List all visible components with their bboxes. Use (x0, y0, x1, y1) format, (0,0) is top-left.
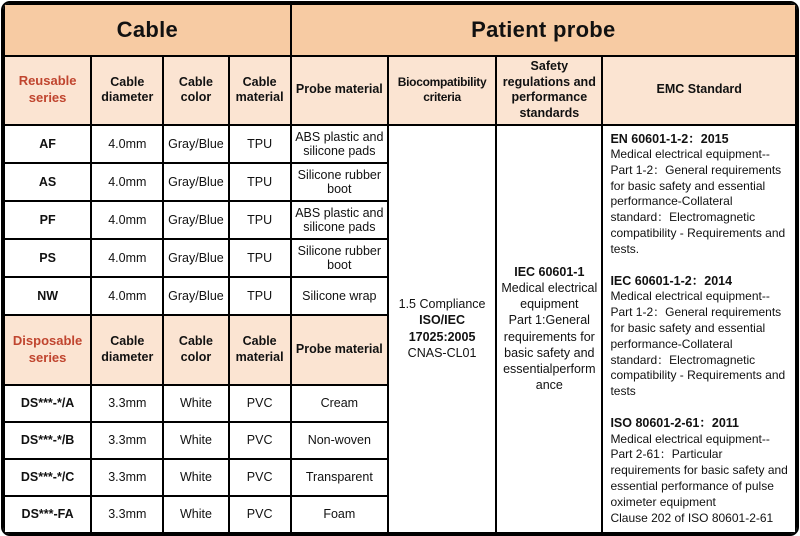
biocompatibility-cell (388, 125, 496, 533)
cell-probe-material: Silicone rubber boot (291, 163, 388, 201)
cell-material: TPU (229, 163, 291, 201)
cell-series: DS***-FA (4, 496, 91, 533)
col-header-biocompatibility: Biocompatibility criteria (388, 56, 496, 125)
biocompat-line-1: 1.5 Compliance (398, 297, 486, 311)
cell-series: AS (4, 163, 91, 201)
table-row-af (4, 125, 796, 163)
biocompat-line-3: 17025:2005 (408, 329, 476, 344)
cable-group-header: Cable (4, 4, 291, 56)
safety-line-1: Medical electrical equipment (501, 280, 598, 311)
cell-series: PF (4, 201, 91, 239)
cell-probe-material: Foam (291, 496, 388, 533)
cell-diameter: 4.0mm (91, 239, 163, 277)
cell-probe-material: Silicone wrap (291, 277, 388, 315)
col-header-cable-diameter-2: Cable diameter (91, 315, 163, 385)
cell-color: White (163, 496, 228, 533)
cell-color: Gray/Blue (163, 125, 228, 163)
cell-diameter: 4.0mm (91, 163, 163, 201)
col-header-reusable-series: Reusable series (4, 56, 91, 125)
cell-series: NW (4, 277, 91, 315)
cell-material: TPU (229, 201, 291, 239)
cell-series: PS (4, 239, 91, 277)
cell-material: PVC (229, 459, 291, 496)
col-header-safety: Safety regulations and performance standards (496, 56, 602, 125)
group-header-row (4, 4, 796, 56)
emc-cell (602, 125, 796, 533)
cell-material: TPU (229, 239, 291, 277)
col-header-cable-color-2: Cable color (163, 315, 228, 385)
patient-probe-group-header: Patient probe (291, 4, 796, 56)
col-header-cable-material: Cable material (229, 56, 291, 125)
biocompat-line-4: CNAS-CL01 (407, 345, 477, 360)
cell-color: Gray/Blue (163, 201, 228, 239)
col-header-probe-material: Probe material (291, 56, 388, 125)
cell-diameter: 3.3mm (91, 385, 163, 422)
cell-probe-material: Non-woven (291, 422, 388, 459)
cell-color: White (163, 422, 228, 459)
emc-block-3-footer: Clause 202 of ISO 80601-2-61 (610, 510, 774, 525)
cell-probe-material: Cream (291, 385, 388, 422)
spec-table (1, 1, 799, 536)
emc-block-3-body: Medical electrical equipment--Part 2-61：Particular requirements for basic safety and essential performance of pulse oximeter equipment (610, 431, 788, 509)
safety-line-2: Part 1:General requirements for basic safety and essentialperformance (503, 313, 596, 393)
cell-color: White (163, 385, 228, 422)
cell-diameter: 4.0mm (91, 201, 163, 239)
biocompat-line-2: ISO/IEC (419, 313, 465, 328)
cell-series: DS***-*/B (4, 422, 91, 459)
emc-block-iso80601 (610, 415, 789, 526)
cell-material: TPU (229, 277, 291, 315)
cell-probe-material: ABS plastic and silicone pads (291, 125, 388, 163)
col-header-probe-material-2: Probe material (291, 315, 388, 385)
emc-block-en60601 (610, 131, 789, 258)
cell-series: DS***-*/A (4, 385, 91, 422)
emc-block-1-body: Medical electrical equipment--Part 1-2：General requirements for basic safety and essential performance-Collateral standard：Electromagnetic compatibility - Requirements and tests. (610, 147, 786, 256)
cell-diameter: 3.3mm (91, 459, 163, 496)
col-header-cable-material-2: Cable material (229, 315, 291, 385)
cell-diameter: 3.3mm (91, 496, 163, 533)
col-header-cable-color: Cable color (163, 56, 228, 125)
cell-probe-material: ABS plastic and silicone pads (291, 201, 388, 239)
cell-diameter: 4.0mm (91, 125, 163, 163)
cell-series: DS***-*/C (4, 459, 91, 496)
cell-probe-material: Transparent (291, 459, 388, 496)
emc-block-2-title: IEC 60601-1-2：2014 (610, 273, 733, 288)
cell-material: PVC (229, 422, 291, 459)
cell-diameter: 4.0mm (91, 277, 163, 315)
cell-material: PVC (229, 385, 291, 422)
col-header-emc: EMC Standard (602, 56, 796, 125)
safety-title: IEC 60601-1 (514, 264, 585, 279)
emc-block-3-title: ISO 80601-2-61：2011 (610, 416, 740, 431)
cell-material: TPU (229, 125, 291, 163)
column-header-row (4, 56, 796, 125)
safety-cell (496, 125, 602, 533)
cell-color: Gray/Blue (163, 239, 228, 277)
cell-color: Gray/Blue (163, 277, 228, 315)
cell-material: PVC (229, 496, 291, 533)
emc-block-1-title: EN 60601-1-2：2015 (610, 131, 729, 146)
cell-color: Gray/Blue (163, 163, 228, 201)
cell-series: AF (4, 125, 91, 163)
cable-probe-spec-table (3, 3, 797, 534)
col-header-cable-diameter: Cable diameter (91, 56, 163, 125)
emc-block-iec60601 (610, 273, 789, 400)
cell-diameter: 3.3mm (91, 422, 163, 459)
cell-color: White (163, 459, 228, 496)
col-header-disposable-series: Disposable series (4, 315, 91, 385)
cell-probe-material: Silicone rubber boot (291, 239, 388, 277)
emc-block-2-body: Medical electrical equipment--Part 1-2：General requirements for basic safety and essential performance-Collateral standard：Electromagnetic compatibility - Requirements and tests (610, 289, 786, 399)
